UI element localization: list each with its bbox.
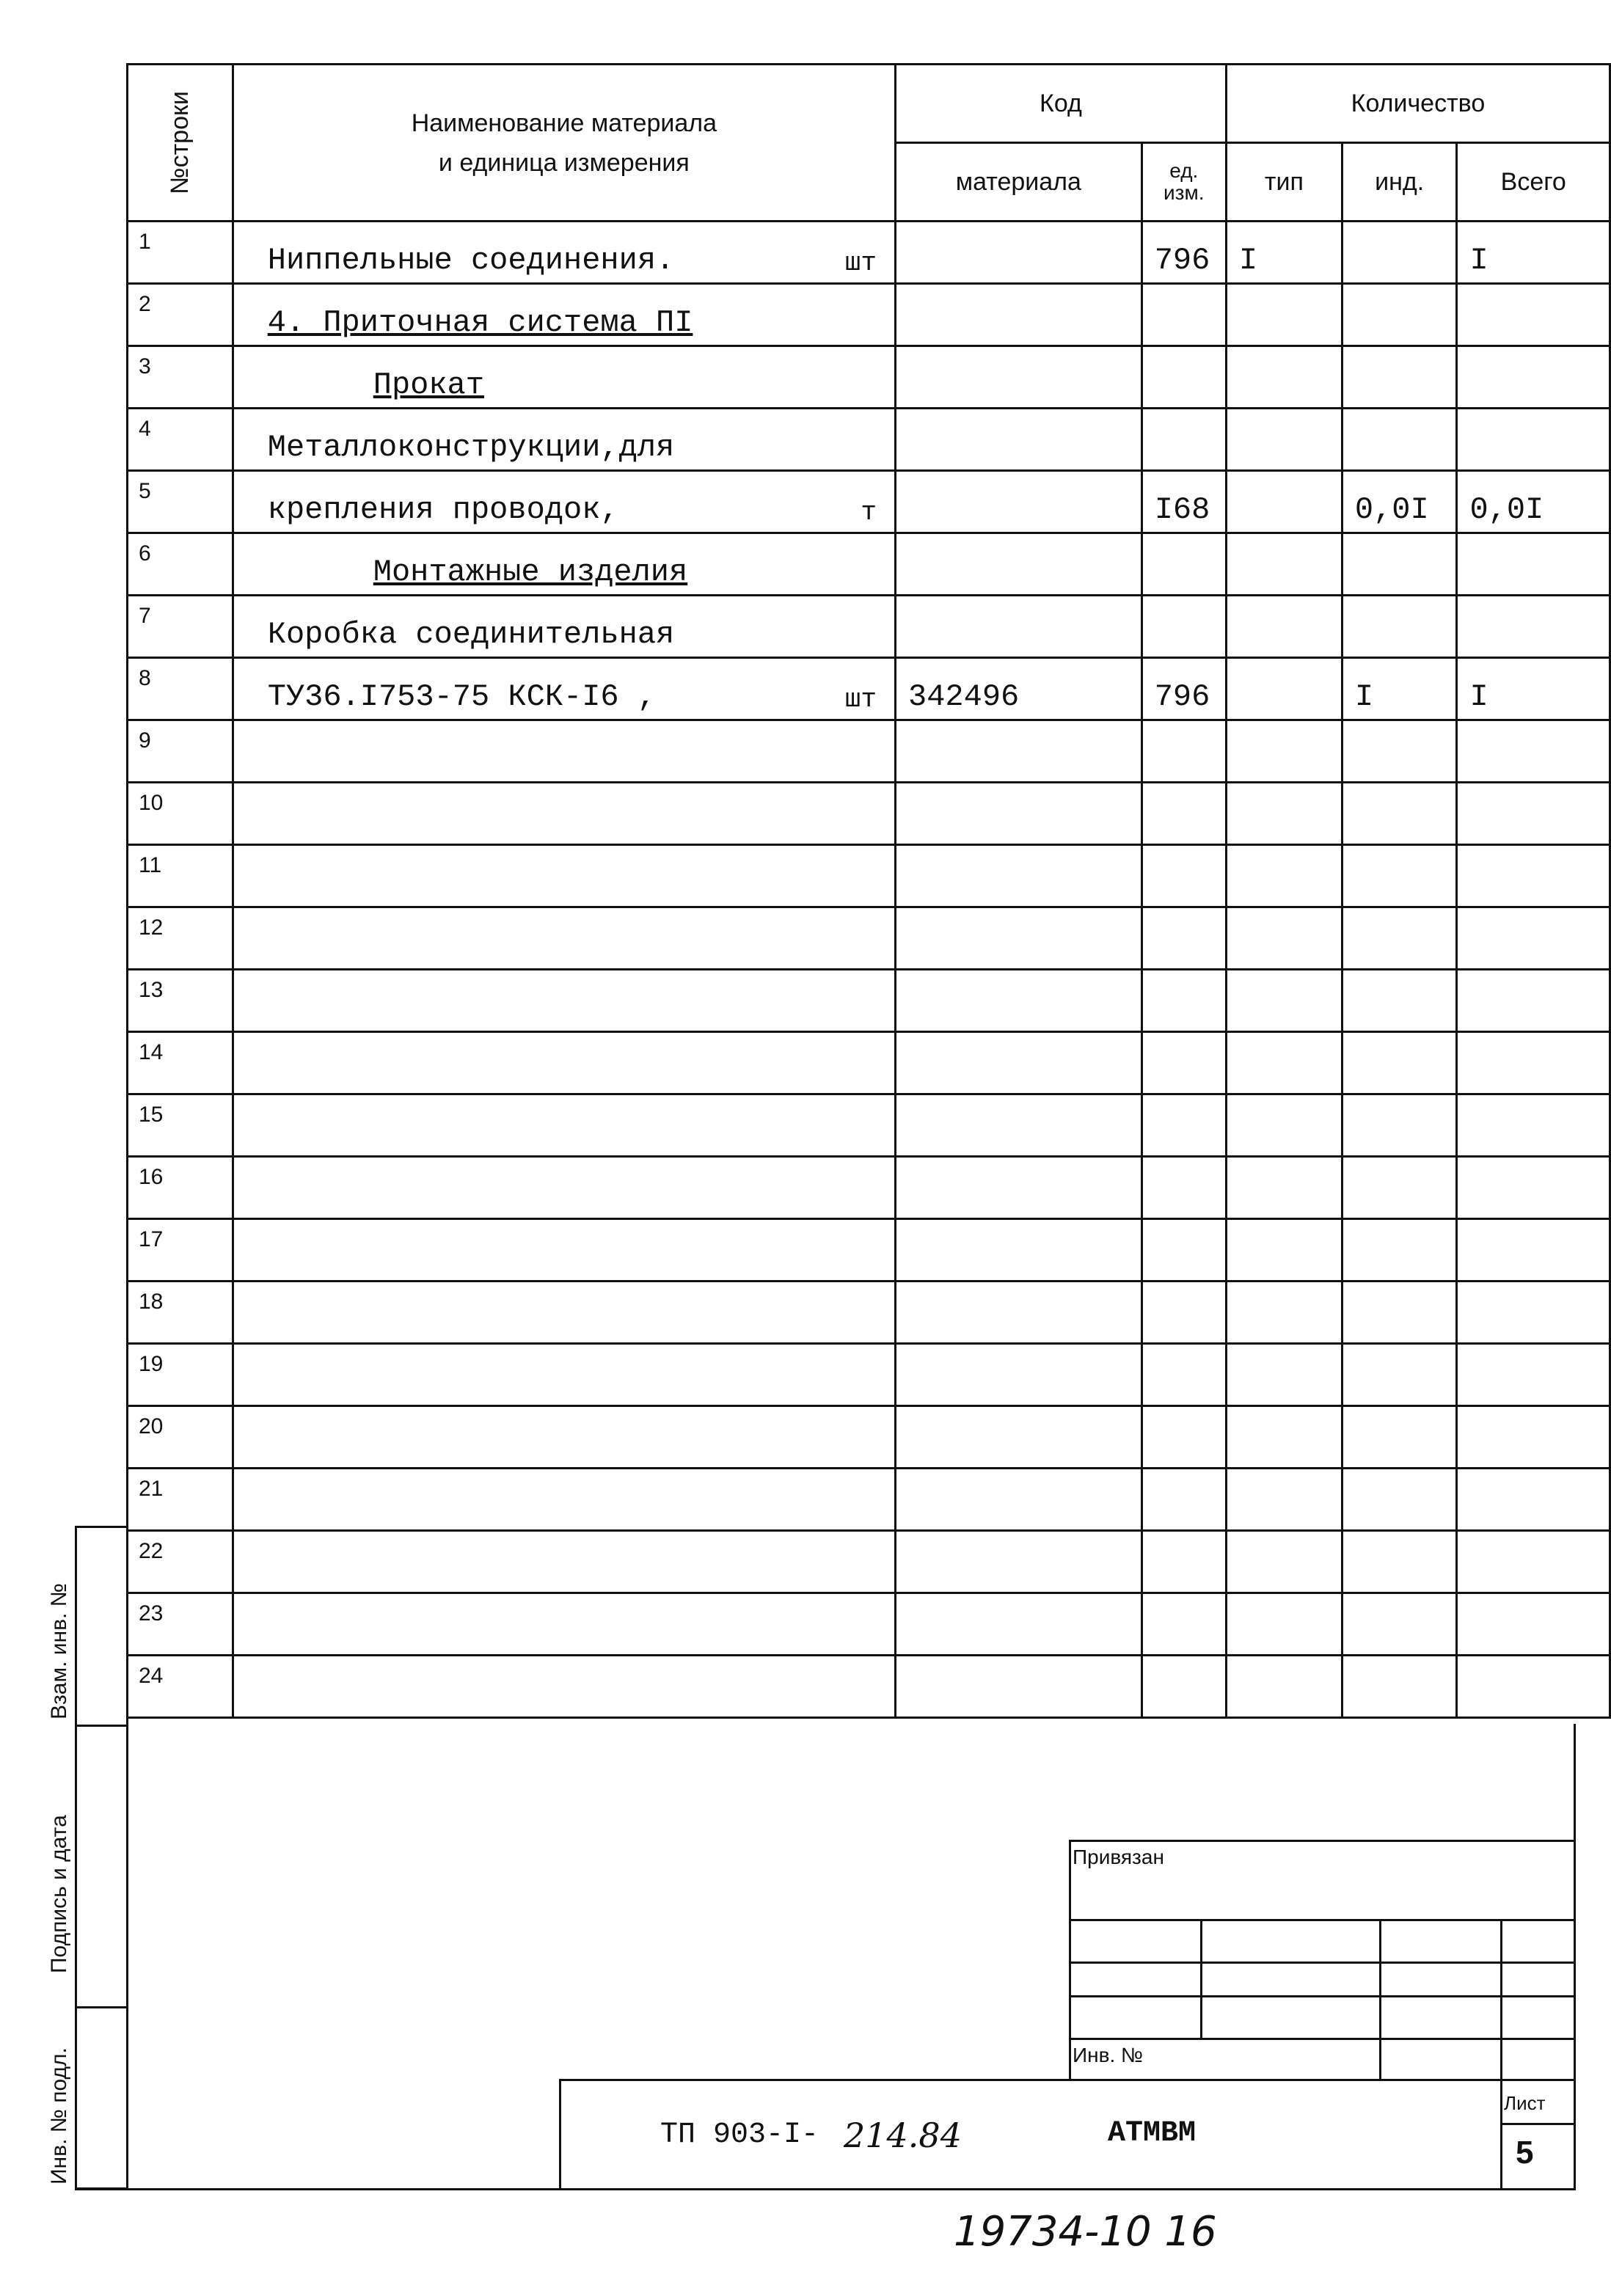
qty-ind-cell	[1342, 596, 1457, 658]
qty-ind-header: инд.	[1342, 143, 1457, 222]
material-code-cell	[896, 1656, 1142, 1718]
unit-code-cell	[1141, 783, 1226, 845]
unit-code-cell: 796	[1141, 658, 1226, 720]
material-name: Прокат	[373, 368, 484, 403]
qty-type-cell	[1226, 596, 1342, 658]
material-name-cell	[233, 409, 895, 471]
material-code-cell	[896, 1219, 1142, 1282]
row-number-cell: 23	[128, 1593, 233, 1656]
unit-code-cell	[1141, 1469, 1226, 1531]
qty-total-cell	[1457, 346, 1610, 409]
table-row	[128, 1593, 1610, 1656]
row-number-cell: 12	[128, 907, 233, 970]
table-row	[128, 1531, 1610, 1593]
table-row	[128, 1406, 1610, 1469]
material-name-cell	[233, 845, 895, 907]
tb-col-1	[1200, 1919, 1202, 2038]
row-number-cell: 21	[128, 1469, 233, 1531]
unit-code-cell	[1141, 720, 1226, 783]
qty-type-cell	[1226, 1219, 1342, 1282]
qty-total-cell	[1457, 1344, 1610, 1406]
row-number-cell: 16	[128, 1157, 233, 1219]
qty-total-cell	[1457, 1656, 1610, 1718]
material-code-cell	[896, 1282, 1142, 1344]
row-number-cell: 9	[128, 720, 233, 783]
table-row	[128, 783, 1610, 845]
material-code-cell	[896, 596, 1142, 658]
qty-type-cell	[1226, 409, 1342, 471]
table-row	[128, 533, 1610, 596]
qty-ind-cell	[1342, 783, 1457, 845]
row-number-cell: 13	[128, 970, 233, 1032]
tb-row-line-3	[1069, 1995, 1575, 1997]
material-name-cell	[233, 1593, 895, 1656]
table-body	[128, 222, 1610, 1718]
unit-code-cell	[1141, 409, 1226, 471]
row-number-cell: 2	[128, 284, 233, 346]
frame-left	[126, 1724, 128, 2190]
qty-type-cell	[1226, 970, 1342, 1032]
material-name-cell	[233, 222, 895, 284]
doc-code-prefix: ТП 903-I-	[660, 2118, 819, 2151]
row-number-cell: 22	[128, 1531, 233, 1593]
material-name-cell	[233, 970, 895, 1032]
table-row	[128, 907, 1610, 970]
material-code-cell	[896, 907, 1142, 970]
code-group-header: Код	[896, 65, 1227, 143]
qty-ind-cell	[1342, 970, 1457, 1032]
qty-ind-cell	[1342, 1469, 1457, 1531]
qty-type-cell	[1226, 471, 1342, 533]
frame-bottom	[75, 2188, 1576, 2190]
qty-total-cell	[1457, 1032, 1610, 1094]
material-unit: шт	[844, 248, 877, 278]
sheet-number: 5	[1516, 2135, 1534, 2171]
replace-inv-label: Взам. инв. №	[47, 1583, 71, 1719]
qty-total-cell	[1457, 1157, 1610, 1219]
material-code-cell	[896, 1469, 1142, 1531]
qty-total-cell	[1457, 409, 1610, 471]
qty-type-cell	[1226, 284, 1342, 346]
qty-ind-cell	[1342, 1219, 1457, 1282]
qty-total-cell	[1457, 1219, 1610, 1282]
qty-type-cell	[1226, 658, 1342, 720]
qty-type-header: тип	[1226, 143, 1342, 222]
bound-label: Привязан	[1073, 1846, 1164, 1868]
qty-ind-cell	[1342, 720, 1457, 783]
qty-type-cell	[1226, 1469, 1342, 1531]
material-name: ТУ36.I753-75 КСК-I6 ,	[267, 679, 657, 714]
qty-type-cell	[1226, 1344, 1342, 1406]
material-unit: шт	[844, 684, 877, 714]
row-number-cell: 18	[128, 1282, 233, 1344]
table-row	[128, 471, 1610, 533]
qty-ind-cell	[1342, 1531, 1457, 1593]
qty-ind-cell	[1342, 222, 1457, 284]
unit-code-cell	[1141, 970, 1226, 1032]
material-name-cell	[233, 471, 895, 533]
material-code-cell	[896, 409, 1142, 471]
material-code-cell	[896, 845, 1142, 907]
table-row	[128, 970, 1610, 1032]
qty-type-cell	[1226, 1656, 1342, 1718]
qty-ind-cell	[1342, 284, 1457, 346]
unit-code-cell	[1141, 845, 1226, 907]
qty-total-cell	[1457, 284, 1610, 346]
qty-type-cell	[1226, 1406, 1342, 1469]
qty-type-cell	[1226, 1593, 1342, 1656]
unit-code-cell	[1141, 346, 1226, 409]
qty-total-cell	[1457, 1469, 1610, 1531]
material-name-cell	[233, 1219, 895, 1282]
qty-ind-cell	[1342, 1157, 1457, 1219]
unit-code-cell	[1141, 1531, 1226, 1593]
side-stamp-inv-orig	[75, 2006, 128, 2190]
material-name: Ниппельные соединения.	[267, 243, 675, 278]
qty-type-cell	[1226, 533, 1342, 596]
qty-total-cell: 0,0I	[1457, 471, 1610, 533]
material-name-cell	[233, 596, 895, 658]
table-row	[128, 720, 1610, 783]
tb-row-line-1	[1069, 1919, 1575, 1921]
tb-col-3	[1500, 1919, 1502, 2190]
material-code-cell	[896, 1531, 1142, 1593]
unit-code-cell	[1141, 1282, 1226, 1344]
unit-code-cell	[1141, 1094, 1226, 1157]
row-number-cell: 14	[128, 1032, 233, 1094]
material-code-cell	[896, 533, 1142, 596]
material-name-cell	[233, 284, 895, 346]
name-header	[233, 65, 895, 222]
qty-total-cell	[1457, 720, 1610, 783]
qty-ind-cell	[1342, 1032, 1457, 1094]
row-number-cell: 20	[128, 1406, 233, 1469]
qty-type-cell	[1226, 1094, 1342, 1157]
row-number-cell: 7	[128, 596, 233, 658]
qty-ind-cell	[1342, 533, 1457, 596]
materials-table	[126, 63, 1611, 1719]
material-name-cell	[233, 907, 895, 970]
row-number-cell: 1	[128, 222, 233, 284]
qty-ind-cell	[1342, 346, 1457, 409]
unit-code-cell	[1141, 1344, 1226, 1406]
tb-col-2	[1379, 1919, 1381, 2080]
material-name: Коробка соединительная	[267, 617, 675, 652]
inv-label: Инв. №	[1073, 2044, 1144, 2066]
qty-ind-cell	[1342, 1344, 1457, 1406]
material-name: крепления проводок,	[267, 492, 619, 527]
row-number-cell: 3	[128, 346, 233, 409]
material-code-cell	[896, 1094, 1142, 1157]
material-name-cell	[233, 1282, 895, 1344]
qty-total-cell	[1457, 1531, 1610, 1593]
tb-doc-left	[559, 2079, 561, 2190]
doc-code-handwritten: 214.84	[844, 2116, 962, 2155]
qty-total-cell	[1457, 533, 1610, 596]
side-stamp-signature-date	[75, 1725, 128, 2008]
table-row	[128, 845, 1610, 907]
qty-type-cell	[1226, 1282, 1342, 1344]
unit-code-cell	[1141, 907, 1226, 970]
material-name-cell	[233, 1157, 895, 1219]
qty-ind-cell	[1342, 1656, 1457, 1718]
unit-code-cell: I68	[1141, 471, 1226, 533]
qty-total-cell	[1457, 845, 1610, 907]
name-header-line2: и единица измерения	[438, 148, 690, 177]
archive-number: 19734-10 16	[954, 2208, 1217, 2256]
table-row	[128, 346, 1610, 409]
qty-total-cell	[1457, 1593, 1610, 1656]
table-row	[128, 658, 1610, 720]
qty-total-cell	[1457, 1282, 1610, 1344]
unit-code-header: ед. изм.	[1141, 143, 1226, 222]
material-name-cell	[233, 533, 895, 596]
qty-total-header: Всего	[1457, 143, 1610, 222]
material-name-cell	[233, 1531, 895, 1593]
material-code-cell	[896, 1032, 1142, 1094]
material-code-cell	[896, 346, 1142, 409]
row-number-cell: 10	[128, 783, 233, 845]
qty-ind-cell	[1342, 409, 1457, 471]
material-unit: т	[861, 497, 877, 527]
row-number-header: №строки	[128, 65, 233, 222]
qty-ind-cell: I	[1342, 658, 1457, 720]
unit-code-cell: 796	[1141, 222, 1226, 284]
material-name: Монтажные изделия	[373, 555, 688, 590]
unit-code-cell	[1141, 1656, 1226, 1718]
row-number-cell: 4	[128, 409, 233, 471]
material-name-cell	[233, 783, 895, 845]
material-code-cell	[896, 471, 1142, 533]
unit-code-cell	[1141, 1157, 1226, 1219]
unit-code-cell	[1141, 1406, 1226, 1469]
qty-ind-cell	[1342, 1406, 1457, 1469]
qty-type-cell	[1226, 346, 1342, 409]
doc-mark: АТМВМ	[1108, 2117, 1197, 2150]
quantity-group-header: Количество	[1226, 65, 1610, 143]
table-row	[128, 1219, 1610, 1282]
tb-doc-top	[559, 2079, 1576, 2081]
unit-code-cell	[1141, 1032, 1226, 1094]
table-row	[128, 1032, 1610, 1094]
qty-ind-cell	[1342, 1094, 1457, 1157]
qty-type-cell	[1226, 1157, 1342, 1219]
table-row	[128, 1656, 1610, 1718]
qty-type-cell: I	[1226, 222, 1342, 284]
table-row	[128, 222, 1610, 284]
qty-total-cell: I	[1457, 222, 1610, 284]
row-number-cell: 6	[128, 533, 233, 596]
qty-ind-cell: 0,0I	[1342, 471, 1457, 533]
material-name-cell	[233, 346, 895, 409]
qty-ind-cell	[1342, 907, 1457, 970]
material-name-cell	[233, 1656, 895, 1718]
row-number-cell: 11	[128, 845, 233, 907]
row-number-cell: 19	[128, 1344, 233, 1406]
tb-bound-top	[1069, 1840, 1575, 1842]
material-code-cell	[896, 1406, 1142, 1469]
table-row	[128, 1157, 1610, 1219]
material-code-cell	[896, 783, 1142, 845]
qty-type-cell	[1226, 845, 1342, 907]
sheet-label: Лист	[1504, 2092, 1546, 2114]
qty-total-cell	[1457, 1094, 1610, 1157]
material-code-cell	[896, 1593, 1142, 1656]
table-row	[128, 1344, 1610, 1406]
material-name-cell	[233, 658, 895, 720]
material-name-cell	[233, 1094, 895, 1157]
table-row	[128, 1282, 1610, 1344]
qty-type-cell	[1226, 1531, 1342, 1593]
qty-total-cell	[1457, 970, 1610, 1032]
unit-code-cell	[1141, 284, 1226, 346]
qty-type-cell	[1226, 720, 1342, 783]
row-number-cell: 24	[128, 1656, 233, 1718]
qty-ind-cell	[1342, 1593, 1457, 1656]
qty-type-cell	[1226, 783, 1342, 845]
frame-right	[1574, 1724, 1576, 2190]
material-name-cell	[233, 720, 895, 783]
row-number-cell: 5	[128, 471, 233, 533]
material-name-cell	[233, 1032, 895, 1094]
material-code-cell	[896, 720, 1142, 783]
row-number-cell: 8	[128, 658, 233, 720]
material-name-cell	[233, 1406, 895, 1469]
table-row	[128, 1094, 1610, 1157]
qty-ind-cell	[1342, 1282, 1457, 1344]
material-name: 4. Приточная система ПI	[267, 305, 693, 340]
material-code-cell	[896, 1157, 1142, 1219]
name-header-line1: Наименование материала	[411, 109, 717, 137]
unit-code-cell	[1141, 596, 1226, 658]
inv-orig-label: Инв. № подл.	[47, 2047, 71, 2185]
signature-date-label: Подпись и дата	[47, 1815, 71, 1973]
qty-total-cell	[1457, 1406, 1610, 1469]
material-code-cell	[896, 284, 1142, 346]
material-name: Металлоконструкции,для	[267, 430, 675, 465]
material-name-cell	[233, 1344, 895, 1406]
table-row	[128, 284, 1610, 346]
material-code-header: материала	[896, 143, 1142, 222]
table-row	[128, 596, 1610, 658]
qty-type-cell	[1226, 1032, 1342, 1094]
side-stamp-replace-inv	[75, 1526, 128, 1727]
material-code-cell	[896, 222, 1142, 284]
qty-total-cell	[1457, 907, 1610, 970]
material-code-cell	[896, 1344, 1142, 1406]
table-header	[128, 65, 1610, 222]
material-name-cell	[233, 1469, 895, 1531]
table-row	[128, 1469, 1610, 1531]
table-row	[128, 409, 1610, 471]
unit-code-cell	[1141, 1593, 1226, 1656]
tb-bound-left	[1069, 1840, 1071, 2080]
qty-type-cell	[1226, 907, 1342, 970]
qty-total-cell	[1457, 783, 1610, 845]
qty-total-cell	[1457, 596, 1610, 658]
unit-code-cell	[1141, 533, 1226, 596]
tb-row-line-2	[1069, 1962, 1575, 1964]
material-code-cell: 342496	[896, 658, 1142, 720]
unit-code-cell	[1141, 1219, 1226, 1282]
qty-total-cell: I	[1457, 658, 1610, 720]
material-code-cell	[896, 970, 1142, 1032]
row-number-cell: 17	[128, 1219, 233, 1282]
tb-row-line-4	[1069, 2038, 1575, 2040]
qty-ind-cell	[1342, 845, 1457, 907]
tb-sheet-divider	[1500, 2123, 1576, 2125]
row-number-cell: 15	[128, 1094, 233, 1157]
